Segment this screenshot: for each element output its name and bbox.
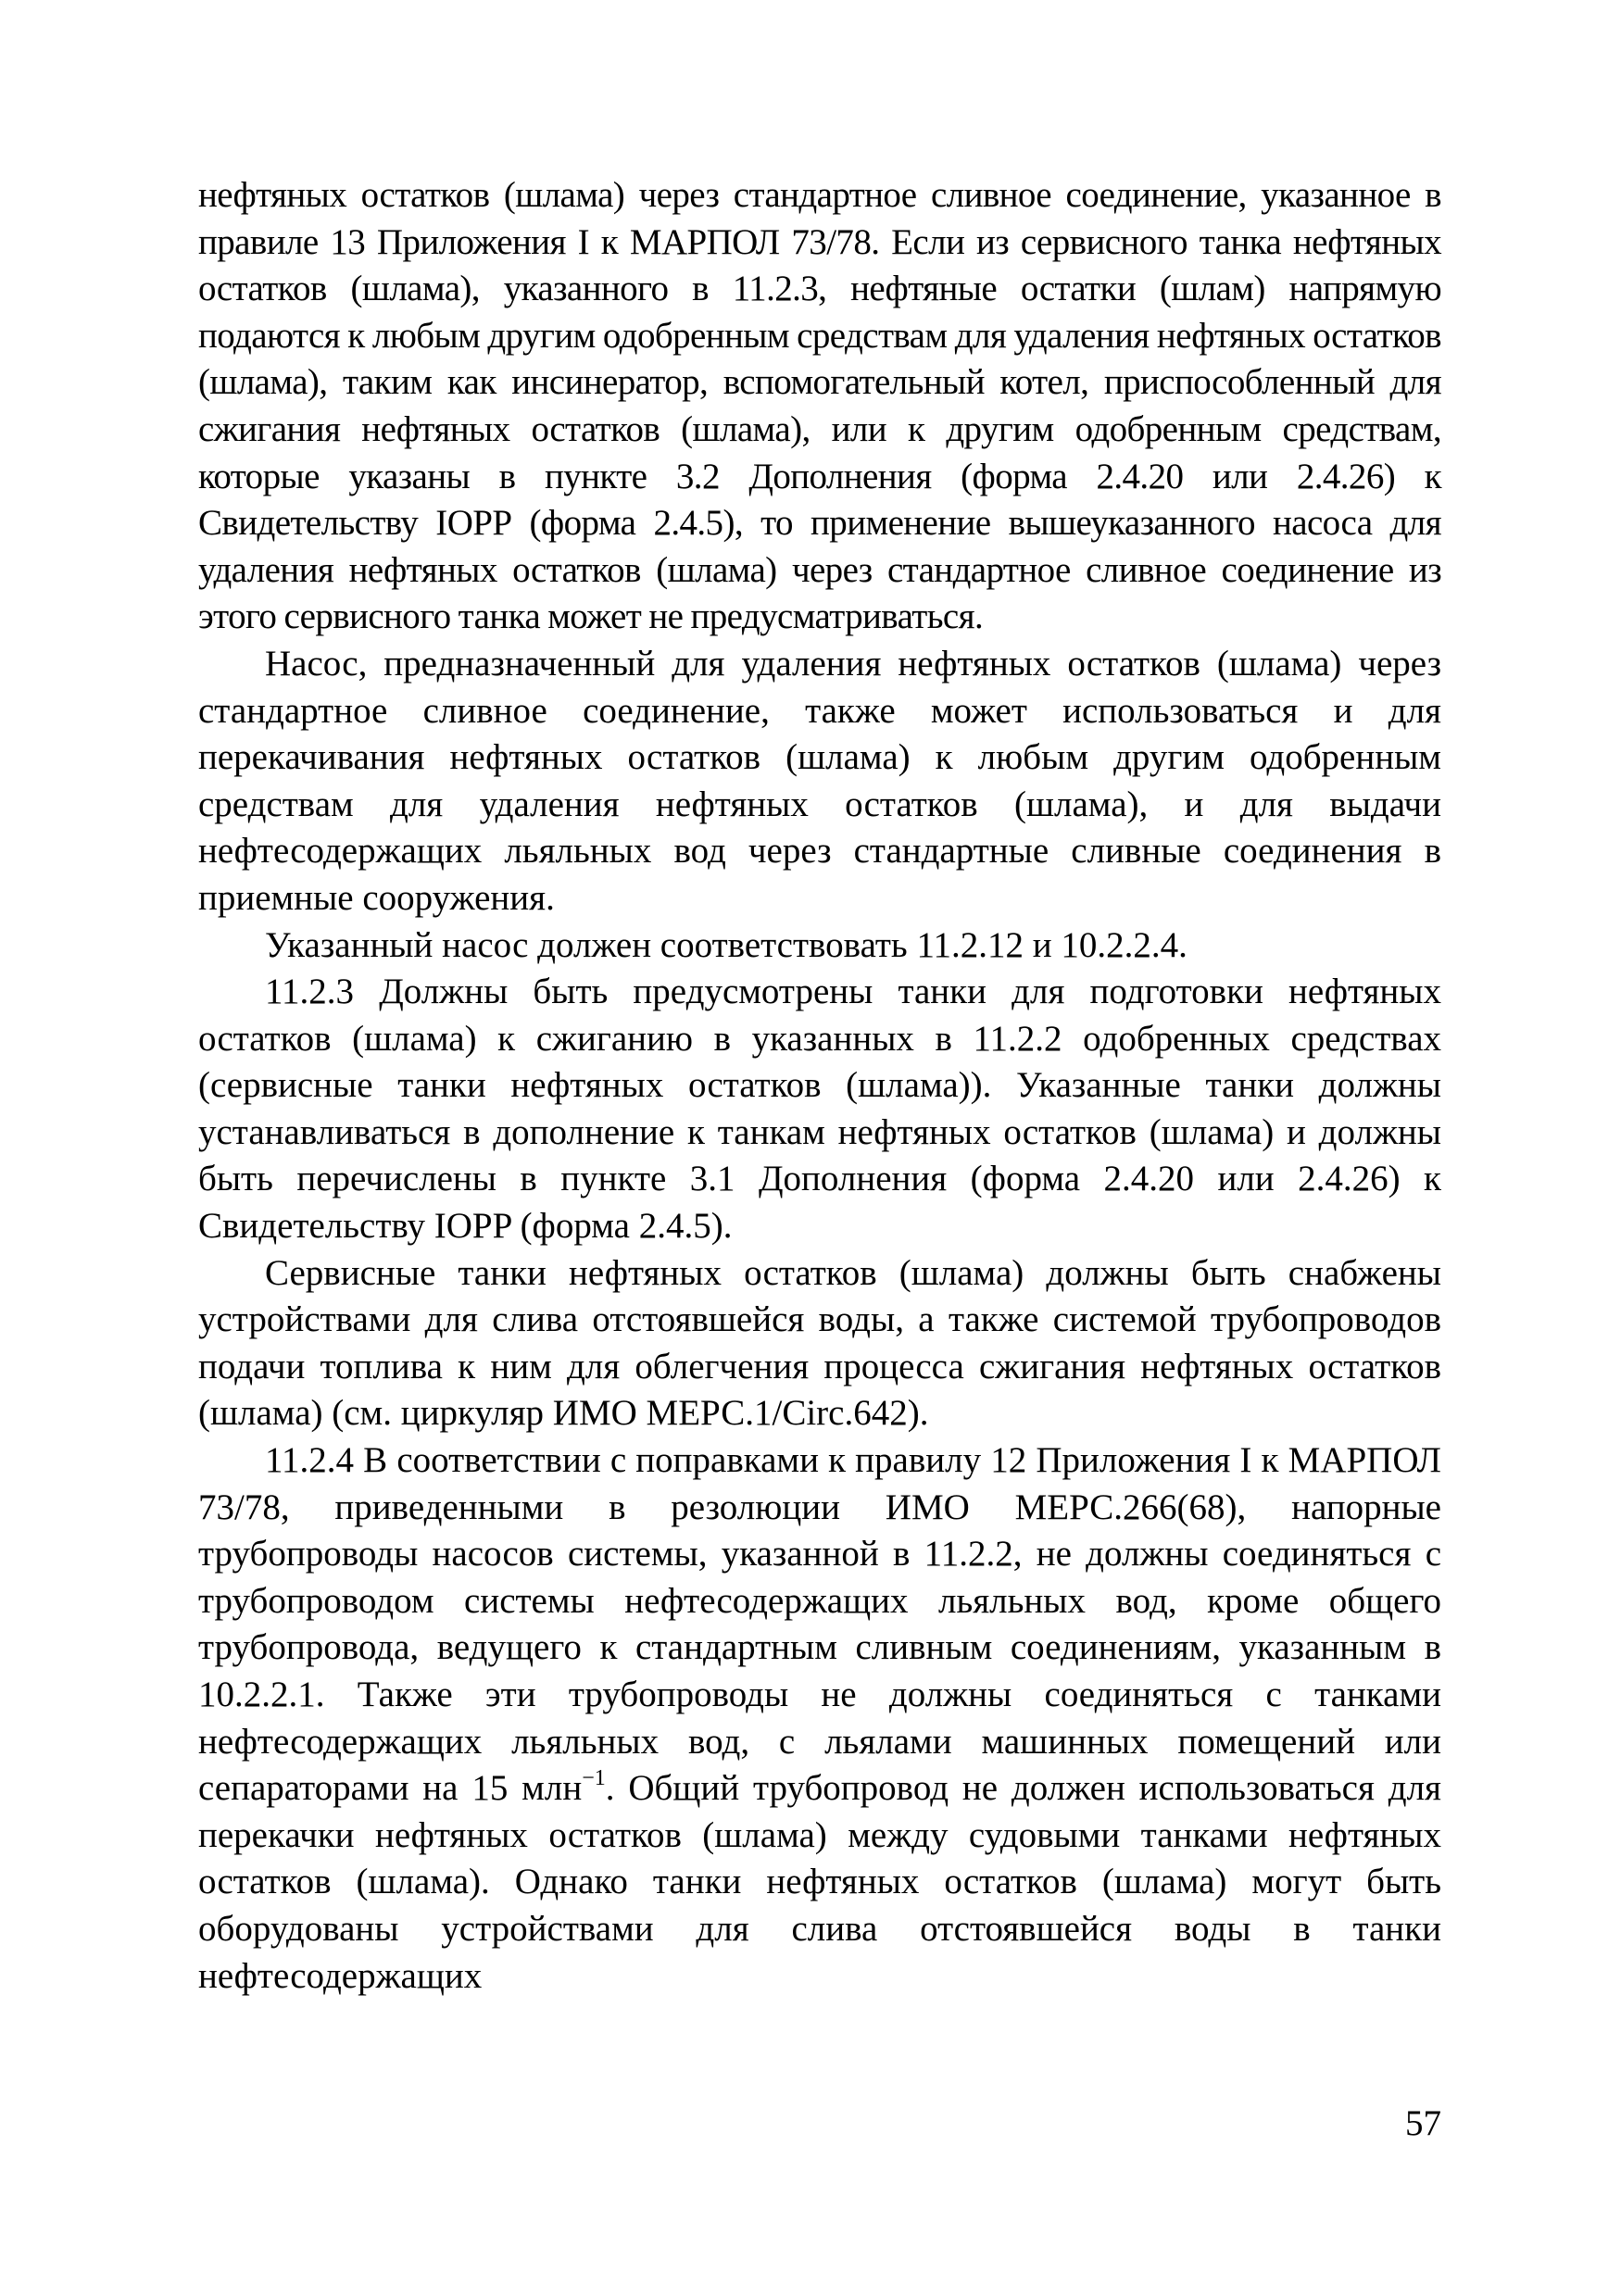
paragraph-service-tanks: Сервисные танки нефтяных остатков (шлама) должны быть снабжены устройствами для слива отстоявшейся воды, а также системой трубопроводов подачи топлива к ним для облегчения процесса сжигания нефтяных остатков (шлама) (см. циркуляр ИМО МЕРС.1/Circ.642). bbox=[198, 1252, 1441, 1434]
paragraph-11-2-4-part-1: 11.2.4 В соответствии с поправками к правилу 12 Приложения I к МАРПОЛ 73/78, приведенными в резолюции ИМО МЕРС.266(68), напорные трубопроводы насосов системы, указанной в 11.2.2, не должны соединяться с трубопроводом системы нефтесодержащих льяльных вод, кроме общего трубопровода, ведущего к стандартным сливным соединениям, указанным в 10.2.2.1. Также эти трубопроводы не должны соединяться с танками нефтесодержащих льяльных вод, с льялами машинных помещений или сепараторами на 15 млн bbox=[198, 1440, 1441, 1809]
paragraph-continued: нефтяных остатков (шлама) через стандартное сливное соединение, указанное в правиле 13 Приложения I к МАРПОЛ 73/78. Если из сервисного танка нефтяных остатков (шлама), указанного в 11.2.3, нефтяные остатки (шлам) напрямую подаются к любым другим одобренным средствам для удаления нефтяных остатков (шлама), таким как инсинератор, вспомогательный котел, приспособленный для сжигания нефтяных остатков (шлама), или к другим одобренным средствам, которые указаны в пункте 3.2 Дополнения (форма 2.4.20 или 2.4.26) к Свидетельству ІОРР (форма 2.4.5), то применение вышеуказанного насоса для удаления нефтяных остатков (шлама) через стандартное сливное соединение из этого сервисного танка может не предусматриваться. bbox=[198, 175, 1441, 637]
page-number: 57 bbox=[1405, 2103, 1441, 2143]
paragraph-11-2-4-part-2: . Общий трубопровод не должен использоваться для перекачки нефтяных остатков (шлама) между судовыми танками нефтяных остатков (шлама). Однако танки нефтяных остатков (шлама) могут быть оборудованы устройствами для слива отстоявшейся воды в танки нефтесодержащих bbox=[198, 1768, 1441, 1996]
paragraph-pump-usage: Насос, предназначенный для удаления нефтяных остатков (шлама) через стандартное сливное соединение, также может использоваться и для перекачивания нефтяных остатков (шлама) к любым другим одобренным средствам для удаления нефтяных остатков (шлама), и для выдачи нефтесодержащих льяльных вод через стандартные сливные соединения в приемные сооружения. bbox=[198, 643, 1441, 918]
paragraph-pump-requirements: Указанный насос должен соответствовать 11.2.12 и 10.2.2.4. bbox=[265, 924, 1187, 965]
body-text bbox=[198, 172, 1441, 2000]
paragraph-11-2-4 bbox=[198, 1437, 1441, 2000]
paragraph-11-2-3: 11.2.3 Должны быть предусмотрены танки для подготовки нефтяных остатков (шлама) к сжиганию в указанных в 11.2.2 одобренных средствах (сервисные танки нефтяных остатков (шлама)). Указанные танки должны устанавливаться в дополнение к танкам нефтяных остатков (шлама) и должны быть перечислены в пункте 3.1 Дополнения (форма 2.4.20 или 2.4.26) к Свидетельству IOPP (форма 2.4.5). bbox=[198, 972, 1441, 1247]
superscript-minus-one: −1 bbox=[582, 1766, 606, 1791]
